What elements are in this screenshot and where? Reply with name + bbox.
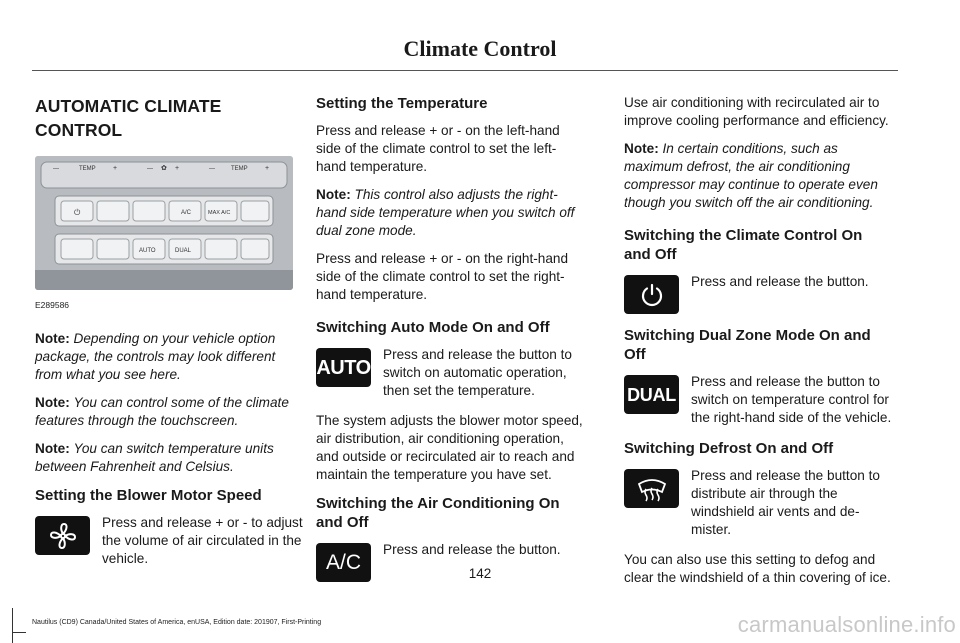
photo-label-temp-right: TEMP xyxy=(231,166,248,172)
dual-icon-label: DUAL xyxy=(627,384,676,405)
page-header-title: Climate Control xyxy=(403,36,557,61)
svg-text:+: + xyxy=(113,165,118,172)
column-2 xyxy=(316,94,584,594)
svg-text:+: + xyxy=(265,165,270,172)
note-label: Note: xyxy=(35,395,70,410)
blower-row xyxy=(35,514,303,568)
photo-label-max-ac: MAX A/C xyxy=(208,210,231,216)
temperature-text: Press and release + or - on the left-hand side of the climate control to set the left-hand temperature. xyxy=(316,123,560,174)
svg-text:⏻: ⏻ xyxy=(74,208,81,217)
defrost-heading: Switching Defrost On and Off xyxy=(624,440,834,457)
note-text: In certain conditions, such as maximum defrost, the air conditioning compressor may continue to operate even though you switch off the air conditioning. xyxy=(624,141,878,210)
note-label: Note: xyxy=(35,331,70,346)
note-3 xyxy=(35,440,303,476)
temperature-note xyxy=(316,186,584,240)
blower-heading: Setting the Blower Motor Speed xyxy=(35,487,262,504)
defrost-text: Press and release the button to distribute air through the windshield air vents and de-mister. xyxy=(691,468,880,537)
note-text: Depending on your vehicle option package, the controls may look different from what you see here. xyxy=(35,331,276,382)
note-label: Note: xyxy=(35,441,70,456)
recirc-text: Use air conditioning with recirculated air to improve cooling performance and efficiency. xyxy=(624,95,889,128)
ac-text: Press and release the button. xyxy=(383,542,561,557)
ac-icon-label: A/C xyxy=(325,550,361,574)
blower-text: Press and release + or - to adjust the volume of air circulated in the vehicle. xyxy=(102,515,303,566)
photo-code: E289586 xyxy=(35,300,70,310)
temperature-text-2: Press and release + or - on the right-hand side of the climate control to set the right-hand temperature. xyxy=(316,251,569,302)
section-heading: AUTOMATIC CLIMATE CONTROL xyxy=(35,96,222,140)
fan-icon xyxy=(35,516,90,555)
column-3 xyxy=(624,94,892,597)
dual-icon xyxy=(624,375,679,414)
recirc-note xyxy=(624,140,892,212)
note-label: Note: xyxy=(624,141,659,156)
auto-icon xyxy=(316,348,371,387)
crop-mark-bottom xyxy=(12,632,26,633)
photo-label-auto: AUTO xyxy=(139,248,156,254)
note-label: Note: xyxy=(316,187,351,202)
note-text: You can control some of the climate features through the touchscreen. xyxy=(35,395,289,428)
photo-label-dual: DUAL xyxy=(175,248,192,254)
svg-text:+: + xyxy=(175,165,180,172)
panel-illustration xyxy=(35,156,293,290)
page-number: 142 xyxy=(468,566,492,581)
note-2 xyxy=(35,394,303,430)
ac-heading: Switching the Air Conditioning On and Off xyxy=(316,495,560,531)
power-row xyxy=(624,273,892,314)
power-icon xyxy=(624,275,679,314)
watermark: carmanualsonline.info xyxy=(737,612,956,637)
dual-row xyxy=(624,373,892,427)
auto-heading: Switching Auto Mode On and Off xyxy=(316,319,550,336)
edition-line: Nautilus (CD9) Canada/United States of America, enUSA, Edition date: 201907, First-Printing xyxy=(32,619,322,626)
photo-label-ac: A/C xyxy=(181,210,192,216)
svg-text:—: — xyxy=(209,166,215,172)
power-text: Press and release the button. xyxy=(691,274,869,289)
note-text: You can switch temperature units between Fahrenheit and Celsius. xyxy=(35,441,274,474)
system-text: The system adjusts the blower motor speed, air distribution, air conditioning operation, and outside or recirculated air to reach and maintain the temperature you have set. xyxy=(316,413,583,482)
climate-control-panel-photo xyxy=(35,156,293,290)
column-1 xyxy=(35,94,303,580)
defog-text: You can also use this setting to defog and clear the windshield of a thin covering of ice. xyxy=(624,552,891,585)
dual-text: Press and release the button to switch on temperature control for the right-hand side of the vehicle. xyxy=(691,374,892,425)
svg-text:✿: ✿ xyxy=(161,165,167,172)
note-1 xyxy=(35,330,303,384)
photo-label-temp-left: TEMP xyxy=(79,166,96,172)
defrost-row xyxy=(624,467,892,539)
windshield-defrost-icon xyxy=(624,469,679,508)
auto-icon-label: AUTO xyxy=(316,356,371,379)
dual-heading: Switching Dual Zone Mode On and Off xyxy=(624,327,871,363)
power-heading: Switching the Climate Control On and Off xyxy=(624,227,863,263)
auto-row xyxy=(316,346,584,400)
crop-mark xyxy=(0,608,13,643)
temperature-heading: Setting the Temperature xyxy=(316,95,488,112)
note-text: This control also adjusts the right-hand side temperature when you switch off dual zone mode. xyxy=(316,187,575,238)
header-divider xyxy=(32,70,898,71)
svg-text:—: — xyxy=(147,166,153,172)
svg-text:—: — xyxy=(53,166,59,172)
auto-text: Press and release the button to switch on automatic operation, then set the temperature. xyxy=(383,347,572,398)
